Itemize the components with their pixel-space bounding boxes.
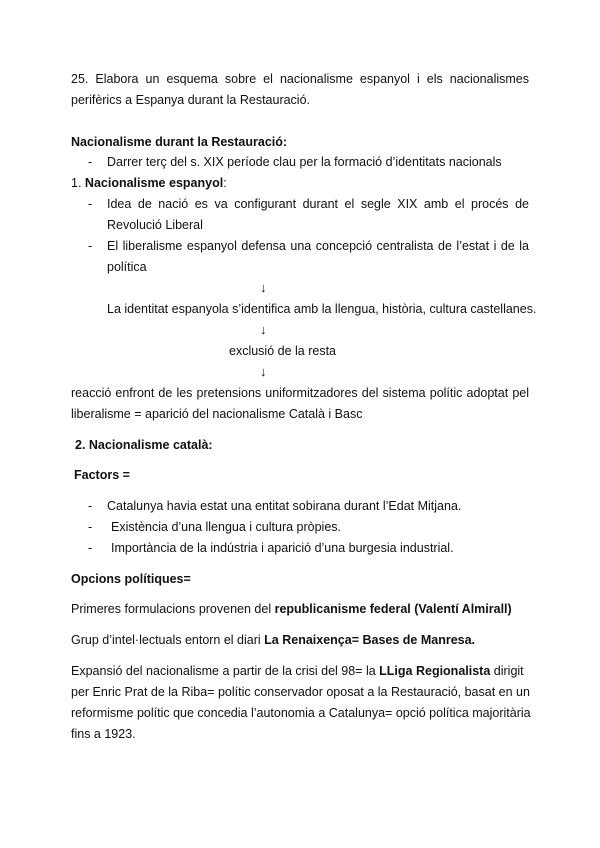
bullet-dash: - [88, 499, 93, 513]
spanish-number: 1. [71, 176, 82, 190]
section-title: Nacionalisme durant la Restauració: [71, 135, 288, 149]
spanish-colon: : [223, 176, 227, 190]
spanish-bullet1-line2: Revolució Liberal [107, 218, 203, 232]
bullet-dash: - [88, 155, 93, 169]
options-p1-bold: republicanisme federal (Valentí Almirall) [274, 602, 512, 616]
options-p3-line1 [71, 663, 524, 679]
down-arrow-icon: ↓ [260, 322, 267, 337]
options-p3-line2: per Enric Prat de la Riba= polític conservador oposat a la Restauració, basat en un [71, 685, 530, 699]
options-p1-text: Primeres formulacions provenen del [71, 602, 275, 616]
factor-item: Catalunya havia estat una entitat sobirana durant l’Edat Mitjana. [107, 499, 462, 513]
down-arrow-icon: ↓ [260, 364, 267, 379]
options-title: Opcions polítiques= [71, 572, 191, 586]
spanish-bullet1-line1: Idea de nació es va configurant durant el segle XIX amb el procés de [107, 197, 529, 211]
spanish-identity: La identitat espanyola s’identifica amb la llengua, història, cultura castellanes. [107, 302, 537, 316]
factor-item: Existència d’una llengua i cultura pròpies. [111, 520, 341, 534]
bullet-dash: - [88, 541, 93, 555]
catalan-title: 2. Nacionalisme català: [75, 438, 213, 452]
spanish-reaction-line1: reacció enfront de les pretensions uniformitzadores del sistema polític adoptat pel [71, 386, 529, 400]
options-p3-line3: reformisme polític que concedia l’autonomia a Catalunya= opció política majoritària [71, 706, 531, 720]
options-p3-line4: fins a 1923. [71, 727, 136, 741]
spanish-bullet2-line1: El liberalisme espanyol defensa una concepció centralista de l’estat i de la [107, 239, 529, 253]
options-paragraph-2 [71, 632, 475, 648]
exercise-line-2: perifèrics a Espanya durant la Restauració. [71, 93, 311, 107]
options-p2-text: Grup d’intel·lectuals entorn el diari [71, 633, 265, 647]
options-p3-bold: LLiga Regionalista [379, 664, 491, 678]
options-p3-text-b: dirigit [490, 664, 524, 678]
spanish-title: Nacionalisme espanyol [84, 176, 224, 190]
options-p2-bold: La Renaixença= Bases de Manresa. [264, 633, 476, 647]
factor-item: Importància de la indústria i aparició d’una burgesia industrial. [111, 541, 454, 555]
factors-title: Factors = [74, 468, 130, 482]
options-paragraph-1 [71, 601, 512, 617]
down-arrow-icon: ↓ [260, 280, 267, 295]
bullet-dash: - [88, 520, 93, 534]
spanish-exclusion: exclusió de la resta [229, 344, 337, 358]
spanish-bullet2-line2: política [107, 260, 147, 274]
spanish-heading [71, 175, 227, 191]
bullet-dash: - [88, 239, 93, 253]
intro-bullet: Darrer terç del s. XIX període clau per la formació d’identitats nacionals [107, 155, 502, 169]
spanish-reaction-line2: liberalisme = aparició del nacionalisme Català i Basc [71, 407, 363, 421]
options-p3-text-a: Expansió del nacionalisme a partir de la crisi del 98= la [71, 664, 380, 678]
bullet-dash: - [88, 197, 93, 211]
exercise-line-1: 25. Elabora un esquema sobre el nacionalisme espanyol i els nacionalismes [71, 72, 529, 86]
